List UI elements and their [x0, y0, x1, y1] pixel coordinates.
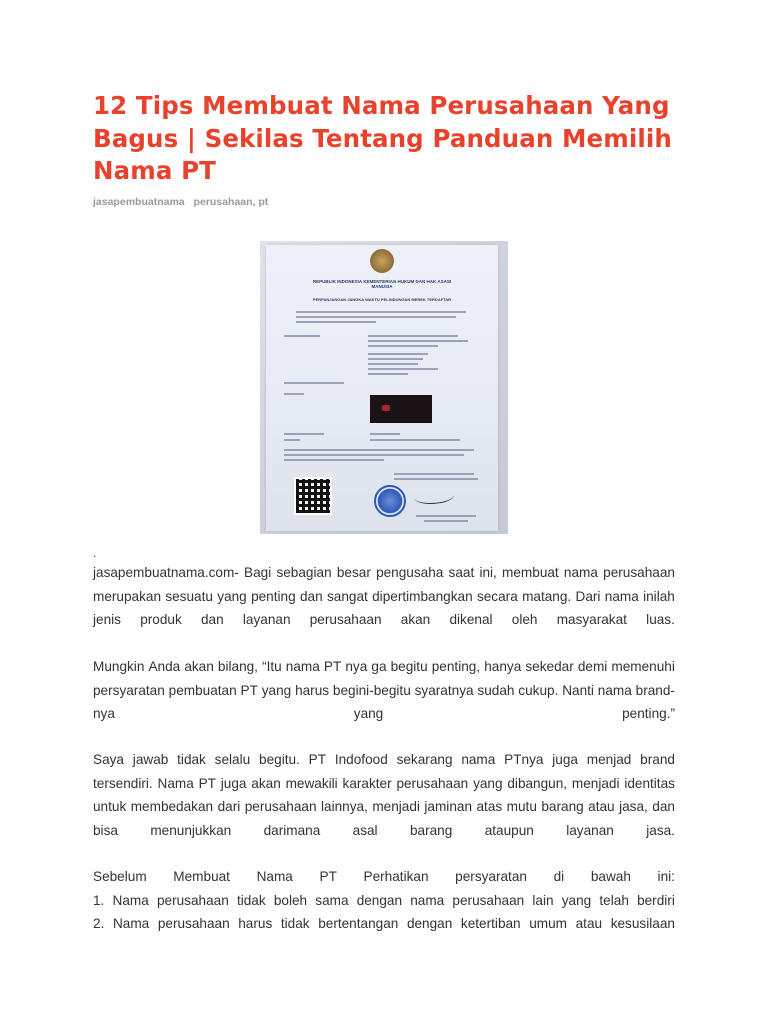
ministry-seal-icon	[374, 485, 406, 517]
paragraph-line: persyaratan pembuatan PT yang harus begini-begitu syaratnya sudah cukup. Nanti nama brand-	[93, 682, 675, 698]
paragraph-4	[93, 865, 675, 936]
separator-dot: .	[93, 546, 97, 560]
paragraph-line: jasapembuatnama.com- Bagi sebagian besar pengusaha saat ini, membuat nama perusahaan	[93, 565, 675, 580]
list-item: 2. Nama perusahaan harus tidak bertentangan dengan ketertiban umum atau kesusilaan	[93, 916, 675, 932]
trademark-logo	[370, 395, 432, 423]
certificate-photo	[260, 241, 508, 534]
garuda-emblem-icon	[370, 249, 394, 273]
list-item: 1. Nama perusahaan tidak boleh sama dengan nama perusahaan lain yang telah berdiri	[93, 892, 675, 908]
tags-link[interactable]: perusahaan, pt	[193, 196, 269, 208]
paragraph-line: nya yang penting.”	[93, 706, 675, 722]
article-title: 12 Tips Membuat Nama Perusahaan Yang Bagus | Sekilas Tentang Panduan Memilih Nama PT	[93, 91, 672, 185]
paragraph-line: Sebelum Membuat Nama PT Perhatikan persyaratan di bawah ini:	[93, 869, 675, 884]
certificate-document	[266, 245, 498, 531]
paragraph-2	[93, 655, 675, 726]
paragraph-line: tersendiri. Nama PT juga akan mewakili karakter perusahaan yang dibangun, menjadi identitas	[93, 775, 675, 791]
paragraph-line: jenis produk dan layanan perusahaan akan dikenal oleh masyarakat luas.	[93, 612, 675, 628]
paragraph-line: Saya jawab tidak selalu begitu. PT Indofood sekarang nama PTnya juga menjad brand	[93, 752, 675, 767]
paragraph-line: bisa menunjukkan darimana asal barang ataupun layanan jasa.	[93, 823, 675, 839]
author-link[interactable]: jasapembuatnama	[93, 196, 185, 208]
paragraph-line: Mungkin Anda akan bilang, “Itu nama PT nya ga begitu penting, hanya sekedar demi memenuhi	[93, 659, 675, 674]
article-meta	[93, 196, 274, 208]
signature	[413, 486, 455, 506]
certificate-subtitle: PERPANJANGAN JANGKA WAKTU PELINDUNGAN MEREK TERDAFTAR	[312, 297, 452, 302]
paragraph-line: merupakan sesuatu yang penting dan sangat dipertimbangkan secara matang. Dari nama inilah	[93, 588, 675, 604]
paragraph-3	[93, 748, 675, 843]
certificate-header: REPUBLIK INDONESIA KEMENTERIAN HUKUM DAN HAK ASASI MANUSIA	[312, 279, 452, 289]
paragraph-line: untuk membedakan dari perusahaan lainnya, menjadi jaminan atas mutu barang atau jasa, dan	[93, 799, 675, 815]
paragraph-1	[93, 561, 675, 632]
qr-code-icon	[294, 477, 332, 515]
